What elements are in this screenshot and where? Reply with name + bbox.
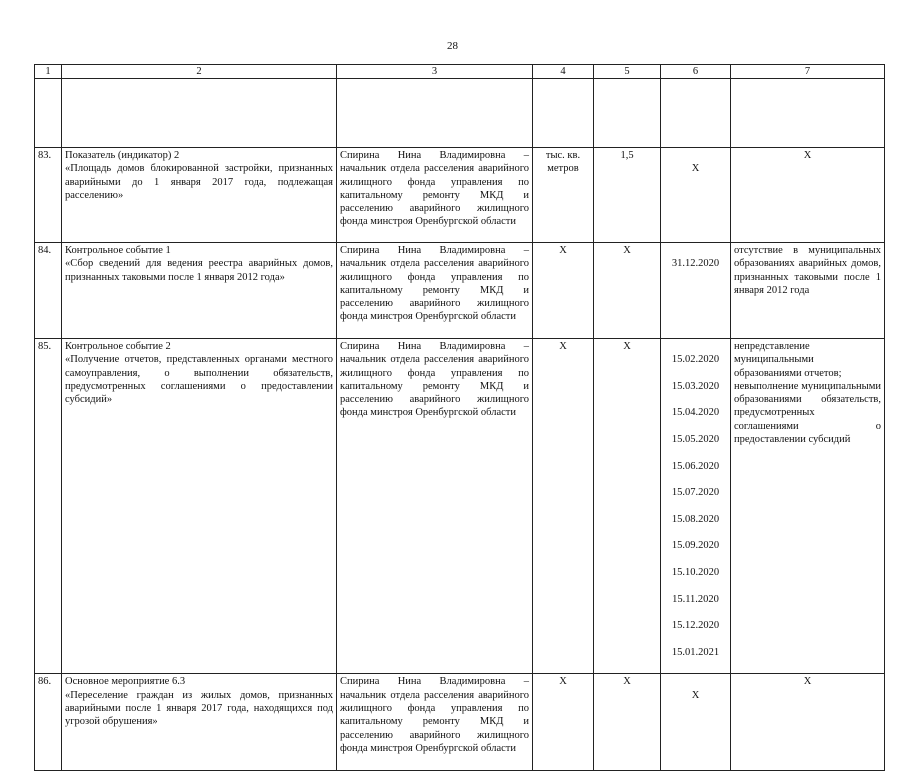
column-header: 7 [731, 65, 885, 79]
date-line: X [691, 163, 700, 175]
item-name: Контрольное событие 1 «Сбор сведений для ведения реестра аварийных домов, признанных таковыми после 1 января 2012 года» [62, 243, 337, 339]
row-number: 83. [35, 148, 62, 243]
table-row [35, 243, 885, 339]
responsible-person: Спирина Нина Владимировна – начальник отдела расселения аварийного жилищного фонда управления по капитальному ремонту МКД и расселению аварийного жилищного фонда минстроя Оренбургской области [337, 339, 533, 674]
date-line: 15.06.2020 [671, 460, 720, 472]
consequence-cell: непредставление муниципальными образованиями отчетов; невыполнение муниципальными образованиями обязательств, предусмотренных соглашениями о предоставлении субсидий [731, 339, 885, 674]
table-row [35, 339, 885, 674]
date-line: 15.11.2020 [672, 593, 719, 605]
date-line: 15.02.2020 [671, 354, 720, 366]
date-cell [661, 148, 731, 243]
date-line: 31.12.2020 [671, 258, 720, 270]
date-line: X [691, 689, 700, 701]
row-number: 85. [35, 339, 62, 674]
empty-continuation-row [35, 79, 885, 148]
consequence-cell: отсутствие в муниципальных образованиях аварийных домов, признанных таковыми после 1 января 2012 года [731, 243, 885, 339]
value-cell: 1,5 [594, 148, 661, 243]
item-name: Основное мероприятие 6.3 «Переселение граждан из жилых домов, признанных аварийными после 1 января 2017 года, находящихся под угрозой обрушения» [62, 674, 337, 771]
unit-cell: тыс. кв. метров [533, 148, 594, 243]
value-cell: X [594, 674, 661, 771]
date-line: 15.10.2020 [671, 567, 720, 579]
value-cell: X [594, 339, 661, 674]
responsible-person: Спирина Нина Владимировна – начальник отдела расселения аварийного жилищного фонда управления по капитальному ремонту МКД и расселению аварийного жилищного фонда минстроя Оренбургской области [337, 674, 533, 771]
empty-cell [731, 79, 885, 148]
table-row [35, 674, 885, 771]
date-cell [661, 339, 731, 674]
date-line: 15.05.2020 [671, 434, 720, 446]
column-header: 5 [594, 65, 661, 79]
date-cell [661, 243, 731, 339]
date-line: 15.07.2020 [671, 487, 720, 499]
date-line: 15.03.2020 [671, 380, 720, 392]
item-name: Показатель (индикатор) 2 «Площадь домов блокированной застройки, признанных аварийными до 1 января 2017 года, подлежащая расселению» [62, 148, 337, 243]
table-row [35, 148, 885, 243]
consequence-cell: X [731, 148, 885, 243]
consequence-cell: X [731, 674, 885, 771]
column-header: 6 [661, 65, 731, 79]
row-number: 84. [35, 243, 62, 339]
date-line: 15.12.2020 [671, 620, 720, 632]
unit-cell: X [533, 243, 594, 339]
unit-cell: X [533, 674, 594, 771]
plan-table [34, 64, 885, 771]
item-name: Контрольное событие 2 «Получение отчетов, представленных органами местного самоуправления, о выполнении обязательств, предусмотренных соглашениями о предоставлении субсидий» [62, 339, 337, 674]
column-header: 3 [337, 65, 533, 79]
responsible-person: Спирина Нина Владимировна – начальник отдела расселения аварийного жилищного фонда управления по капитальному ремонту МКД и расселению аварийного жилищного фонда минстроя Оренбургской области [337, 243, 533, 339]
column-number-row [35, 65, 885, 79]
column-header: 1 [35, 65, 62, 79]
column-header: 2 [62, 65, 337, 79]
empty-cell [35, 79, 62, 148]
empty-cell [594, 79, 661, 148]
date-line: 15.08.2020 [671, 513, 720, 525]
responsible-person: Спирина Нина Владимировна – начальник отдела расселения аварийного жилищного фонда управления по капитальному ремонту МКД и расселению аварийного жилищного фонда минстроя Оренбургской области [337, 148, 533, 243]
empty-cell [62, 79, 337, 148]
empty-cell [533, 79, 594, 148]
unit-cell: X [533, 339, 594, 674]
column-header: 4 [533, 65, 594, 79]
date-cell [661, 674, 731, 771]
row-number: 86. [35, 674, 62, 771]
empty-cell [337, 79, 533, 148]
date-line: 15.01.2021 [671, 646, 720, 658]
page-number: 28 [447, 40, 458, 52]
value-cell: X [594, 243, 661, 339]
date-line: 15.04.2020 [671, 407, 720, 419]
date-line: 15.09.2020 [671, 540, 720, 552]
empty-cell [661, 79, 731, 148]
